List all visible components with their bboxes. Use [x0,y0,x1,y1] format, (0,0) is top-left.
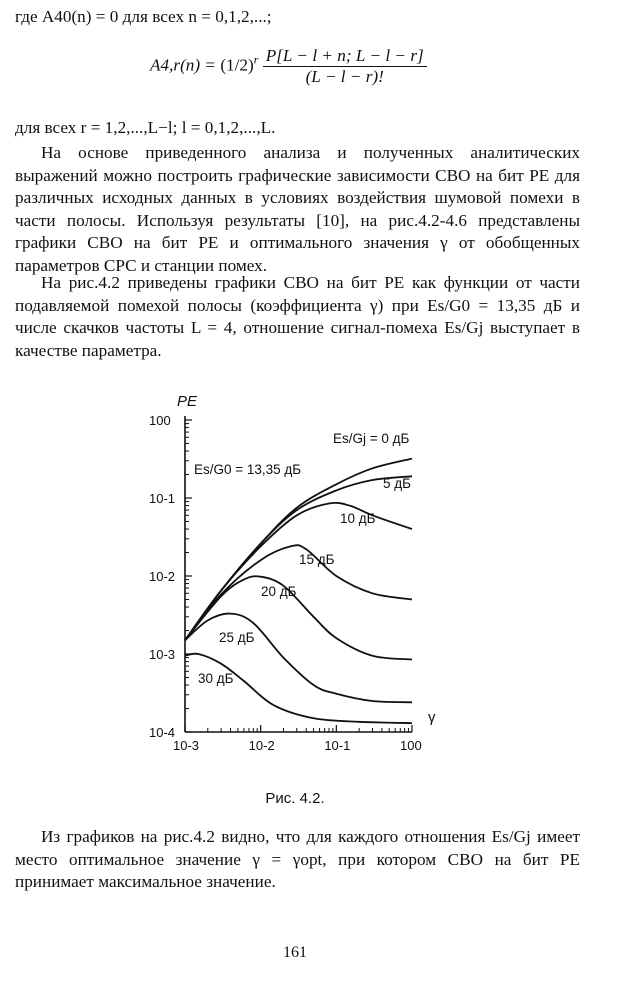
formula-numerator: P[L − l + n; L − l − r] [263,46,427,67]
x-tick-label: 10-1 [324,738,351,753]
y-axis-label: PE [177,393,198,410]
page-number: 161 [283,944,307,961]
text-line-range: для всех r = 1,2,...,L−l; l = 0,1,2,...,L. [15,118,276,137]
curve-label-6: 30 дБ [198,671,234,686]
curve-label-1: 5 дБ [383,476,411,491]
series-line-6 [185,654,412,723]
annotation-es-g0: Es/G0 = 13,35 дБ [194,462,302,477]
paragraph-analysis: На основе приведенного анализа и полученных аналитических выражений можно построить графические зависимости СВО на бит PE для различных исходных данных в условиях воздействия шумовой помехи в части полосы. Используя результаты [10], на рис.4.2-4.6 представлены графики СВО на бит PE и оптимального значения γ от обобщенных параметров СРС и станции помех. [15,143,580,275]
formula-a4r [150,46,427,87]
paragraph-figure-description: На рис.4.2 приведены графики СВО на бит PE как функции от части подавляемой помехой полосы (коэффициента γ) при Es/G0 = 13,35 дБ и числе скачков частоты L = 4, отношение сигнал-помеха Es/Gj выступает в качестве параметра. [15,273,580,360]
formula-half: (1/2) [220,55,254,75]
formula-exponent: r [253,52,259,67]
paragraph-conclusion: Из графиков на рис.4.2 видно, что для каждого отношения Es/Gj имеет место оптимальное значение γ = γopt, при котором СВО на бит PE принимает максимальное значение. [15,827,580,891]
x-tick-label: 10-3 [173,738,200,753]
series-line-2 [185,503,412,640]
formula-denominator: (L − l − r)! [305,67,384,86]
series-line-5 [185,614,412,703]
curve-label-3: 15 дБ [299,552,335,567]
y-tick-label: 10-1 [149,491,176,506]
curve-label-0: Es/Gj = 0 дБ [333,431,410,446]
y-tick-label: 10-4 [149,725,176,740]
chart-labels [194,431,411,686]
curve-label-5: 25 дБ [219,630,255,645]
series-line-4 [185,576,412,659]
figure-4-2-chart [0,380,640,770]
formula-fraction [263,46,427,87]
formula-lhs: A4,r(n) = [150,55,221,75]
curve-label-2: 10 дБ [340,511,376,526]
y-tick-label: 100 [149,413,171,428]
y-tick-label: 10-2 [149,569,176,584]
chart-axes [149,393,436,753]
series-line-0 [185,459,412,641]
curve-label-4: 20 дБ [261,584,297,599]
x-axis-label: γ [428,709,436,726]
figure-caption: Рис. 4.2. [265,790,325,807]
x-tick-label: 100 [400,738,422,753]
y-tick-label: 10-3 [149,647,176,662]
x-tick-label: 10-2 [248,738,275,753]
text-line-condition: где A40(n) = 0 для всех n = 0,1,2,...; [15,7,272,26]
